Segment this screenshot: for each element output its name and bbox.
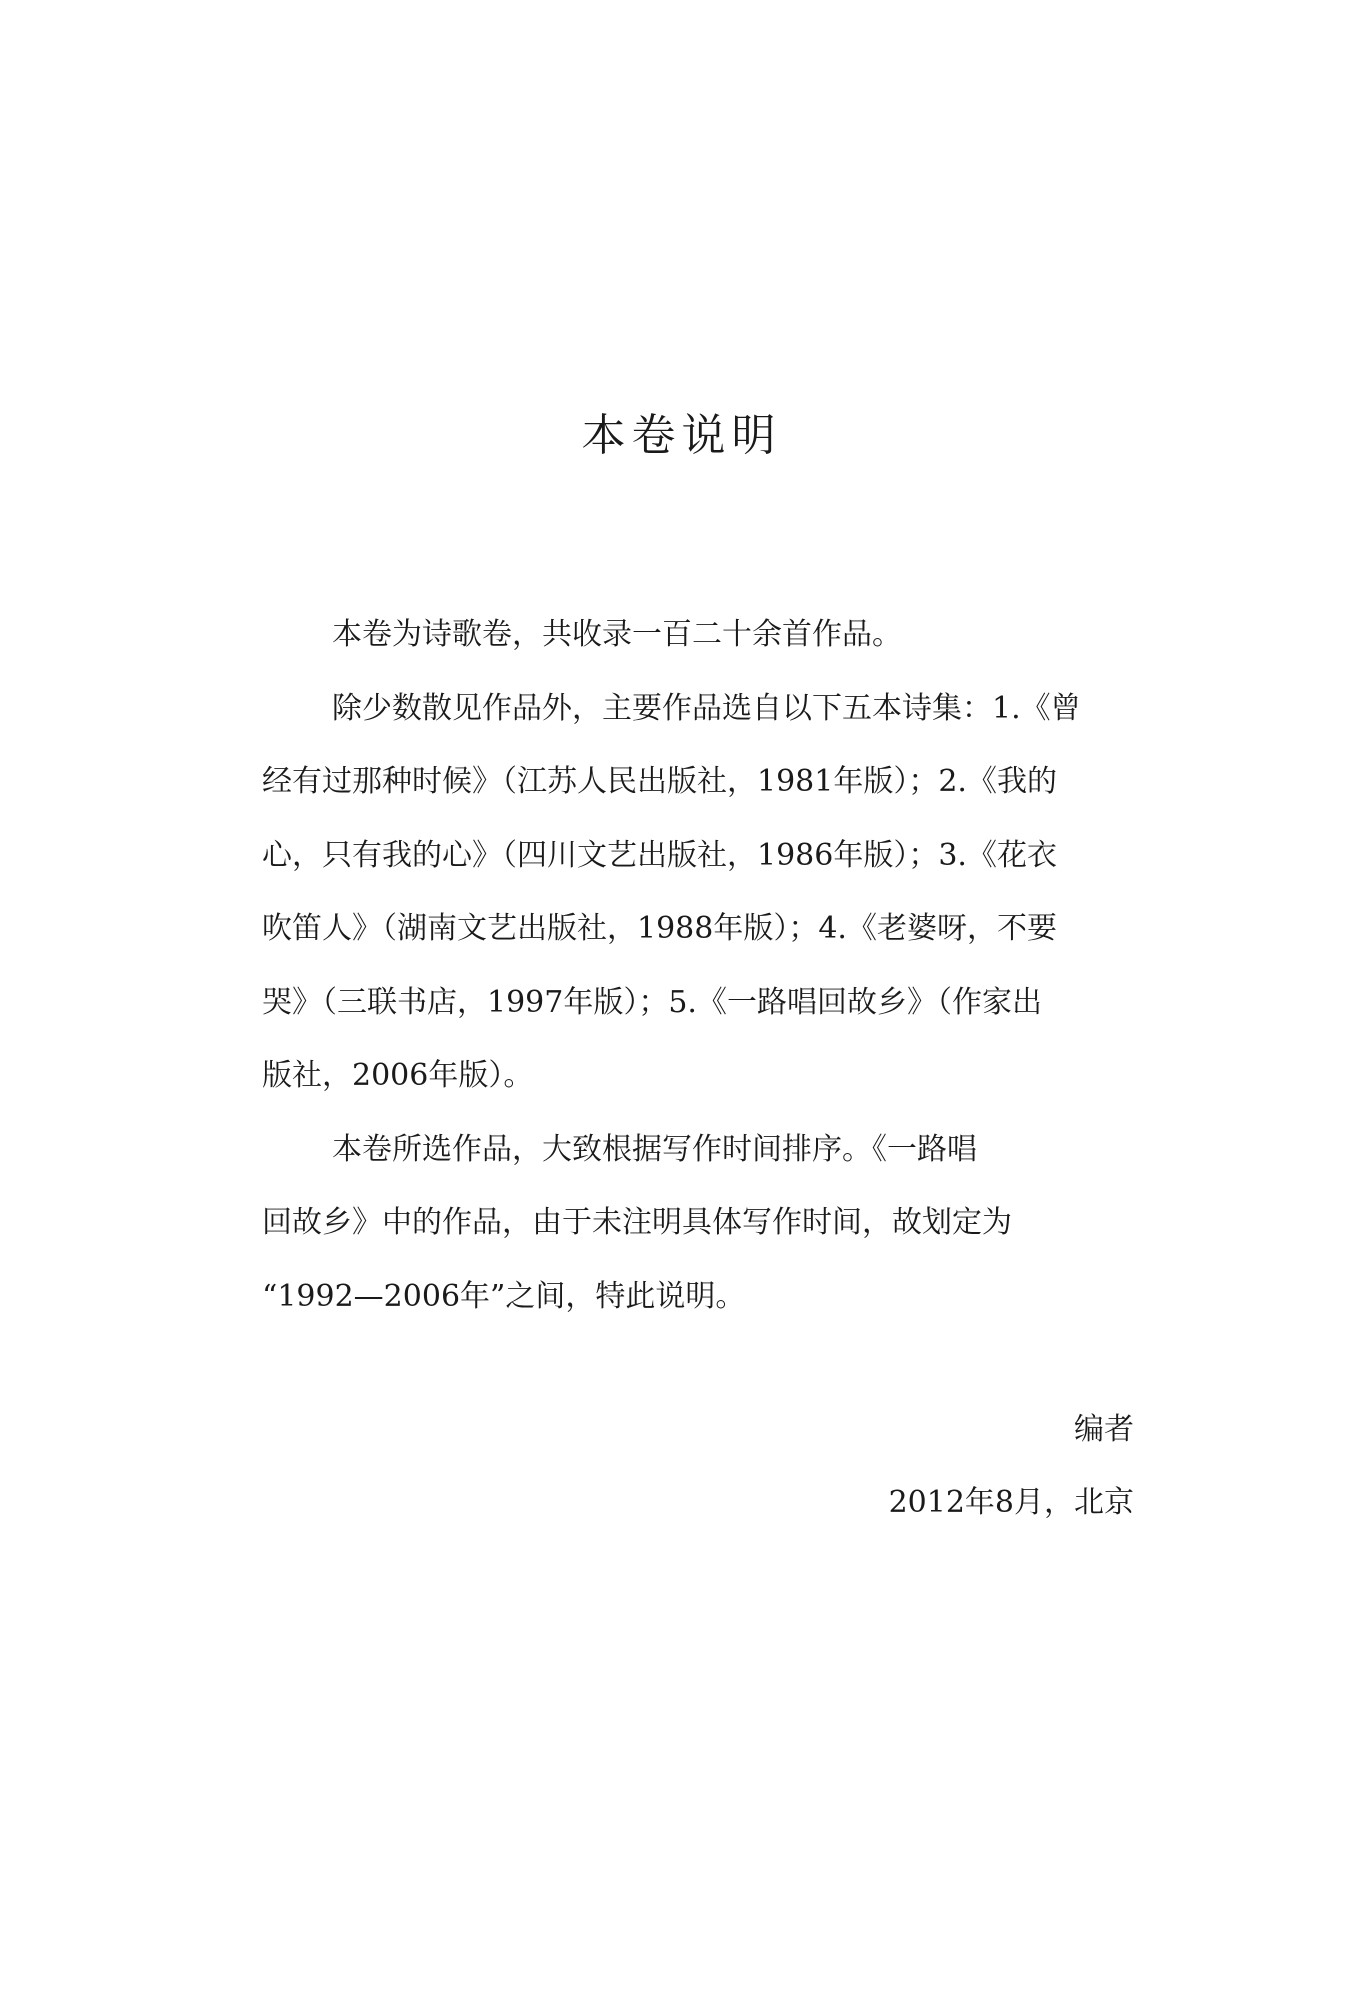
paragraph-1-line-1: 本卷为诗歌卷，共收录一百二十余首作品。: [332, 617, 902, 652]
paragraph-3-line-1: 本卷所选作品，大致根据写作时间排序。《一路唱: [332, 1131, 977, 1167]
paragraph-2-line-4: 吹笛人》（湖南文艺出版社，1988年版）；4.《老婆呀，不要: [262, 911, 1057, 946]
paragraph-2-line-2: 经有过那种时候》（江苏人民出版社，1981年版）；2.《我的: [262, 764, 1057, 799]
paragraph-2-line-6: 版社，2006年版）。: [262, 1058, 534, 1093]
paragraph-2-line-3: 心，只有我的心》（四川文艺出版社，1986年版）；3.《花衣: [262, 837, 1057, 873]
signature-date-place: 2012年8月，北京: [888, 1485, 1134, 1520]
page-title: 本卷说明: [581, 410, 782, 461]
paragraph-3-line-2: 回故乡》中的作品，由于未注明具体写作时间，故划定为: [262, 1205, 1012, 1240]
signature-block: [889, 1393, 1134, 1539]
paragraph-3-line-3: “1992—2006年”之间，特此说明。: [262, 1278, 746, 1314]
paragraph-2-line-5: 哭》（三联书店，1997年版）；5.《一路唱回故乡》（作家出: [262, 984, 1042, 1020]
paragraph-2-line-1: 除少数散见作品外，主要作品选自以下五本诗集：1.《曾: [332, 690, 1081, 726]
signature-author: 编者: [1074, 1412, 1134, 1447]
body-text: [262, 598, 1134, 1333]
